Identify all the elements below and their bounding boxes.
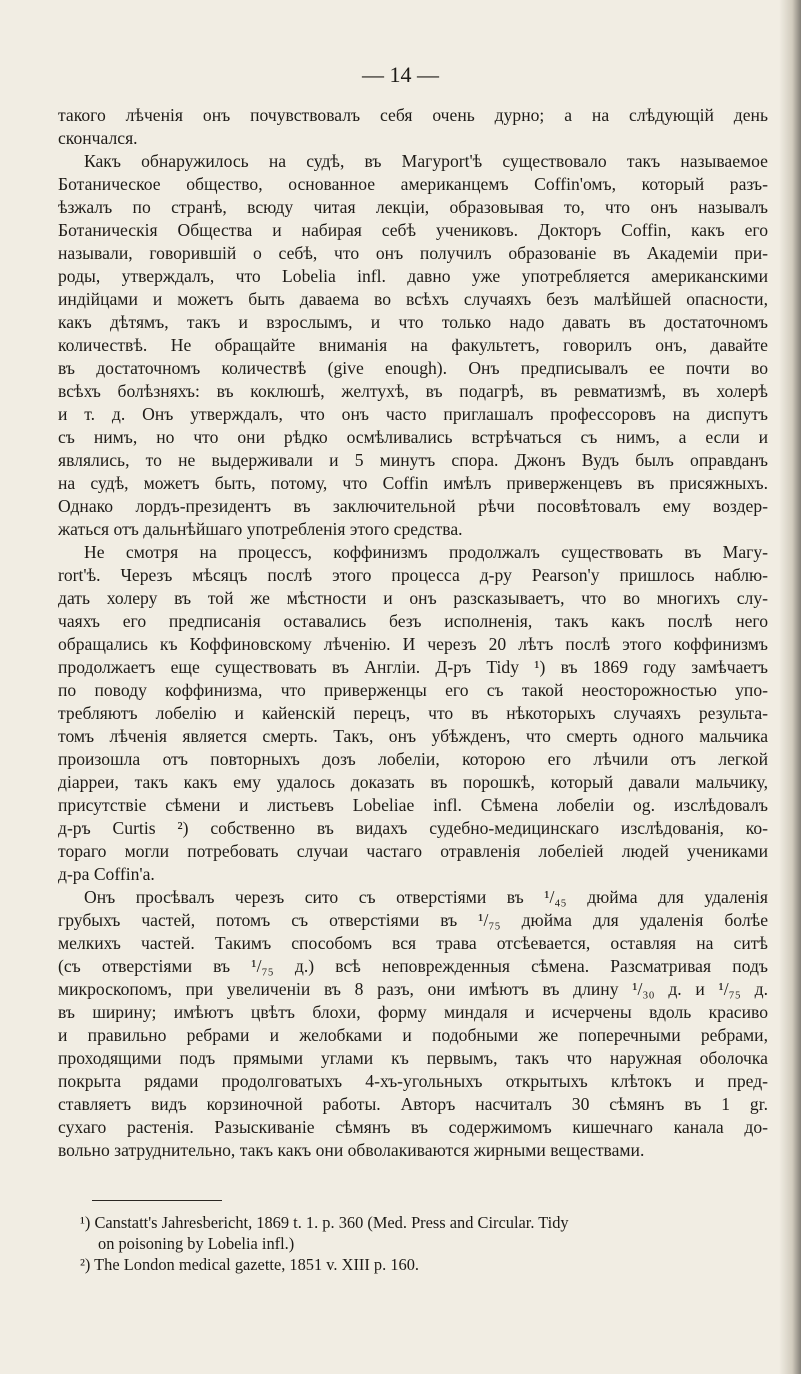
text-line: и правильно ребрами и желобками и подобными же поперечными ребрами, xyxy=(58,1025,768,1045)
text-line: требляютъ лобелію и кайенскій перецъ, что въ нѣкоторыхъ случаяхъ результа- xyxy=(58,703,768,723)
text-line: ставляетъ видъ корзиночной работы. Авторъ насчиталъ 30 сѣмянъ въ 1 gr. xyxy=(58,1094,768,1114)
text-line: роды, утверждалъ, что Lobelia infl. давно уже употребляется американскими xyxy=(58,266,768,286)
footnote-line: ²) The London medical gazette, 1851 v. XIII p. 160. xyxy=(80,1255,420,1274)
text-line: съ нимъ, но что они рѣдко осмѣливались встрѣчаться съ нимъ, а если и xyxy=(58,427,768,447)
text-line: покрыта рядами продолговатыхъ 4-хъ-угольныхъ открытыхъ клѣтокъ и пред- xyxy=(58,1071,768,1091)
text-line: проходящими подъ прямыми углами къ первымъ, такъ что наружная оболочка xyxy=(58,1048,768,1068)
text-line: микроскопомъ, при увеличеніи въ 8 разъ, они имѣютъ въ длину ¹/₃₀ д. и ¹/₇₅ д. xyxy=(58,979,768,999)
footnote-line: on poisoning by Lobelia infl.) xyxy=(98,1234,295,1253)
text-line: всѣхъ болѣзняхъ: въ коклюшѣ, желтухѣ, въ подагрѣ, въ ревматизмѣ, въ холерѣ xyxy=(58,381,768,401)
text-line: такого лѣченія онъ почувствовалъ себя очень дурно; а на слѣдующій день xyxy=(58,105,768,125)
text-line: въ достаточномъ количествѣ (give enough). Онъ предписывалъ ее почти во xyxy=(58,358,768,378)
text-line: діарреи, такъ какъ ему удалось доказать въ порошкѣ, который давали мальчику, xyxy=(58,772,768,792)
text-line: Не смотря на процессъ, коффинизмъ продолжалъ существовать въ Магу- xyxy=(84,542,768,562)
text-line: томъ лѣченія является смерть. Такъ, онъ убѣжденъ, что смерть одного мальчика xyxy=(58,726,768,746)
text-line: произошла отъ повторныхъ дозъ лобеліи, которою его лѣчили отъ легкой xyxy=(58,749,768,769)
text-line: Однако лордъ-президентъ въ заключительной рѣчи посовѣтовалъ ему воздер- xyxy=(58,496,768,516)
text-line: называли, говорившій о себѣ, что онъ получилъ образованіе въ Академіи при- xyxy=(58,243,768,263)
text-line: тораго могли потребовать случаи частаго отравленія лобеліей людей учениками xyxy=(58,841,768,861)
text-line: мелкихъ частей. Такимъ способомъ вся трава отсѣевается, оставляя на ситѣ xyxy=(58,933,768,953)
text-line: индійцами и можетъ быть даваема во всѣхъ случаяхъ безъ малѣйшей опасности, xyxy=(58,289,768,309)
text-line: чаяхъ его предписанія оставались безъ исполненія, такъ какъ послѣ него xyxy=(58,611,768,631)
text-line: Ботаническія Общества и набирая себѣ учениковъ. Докторъ Coffin, какъ его xyxy=(58,220,768,240)
footnote-line: ¹) Canstatt's Jahresbericht, 1869 t. 1. p. 360 (Med. Press and Circular. Tidy xyxy=(80,1213,569,1232)
text-line: (съ отверстіями въ ¹/₇₅ д.) всѣ неповрежденныя сѣмена. Разсматривая подъ xyxy=(58,956,768,976)
text-line: грубыхъ частей, потомъ съ отверстіями въ ¹/₇₅ дюйма для удаленія болѣе xyxy=(58,910,768,930)
text-line: присутствіе сѣмени и листьевъ Lobeliae infl. Сѣмена лобеліи og. изслѣдовалъ xyxy=(58,795,768,815)
text-line: и т. д. Онъ утверждалъ, что онъ часто приглашалъ профессоровъ на диспутъ xyxy=(58,404,768,424)
text-line: д-ръ Curtis ²) собственно въ видахъ судебно-медицинскаго изслѣдованія, ко- xyxy=(58,818,768,838)
text-line: сухаго растенія. Разыскиваніе сѣмянъ въ содержимомъ кишечнаго канала до- xyxy=(58,1117,768,1137)
text-line: Онъ просѣвалъ черезъ сито съ отверстіями въ ¹/₄₅ дюйма для удаленія xyxy=(84,887,768,907)
footnotes xyxy=(80,1212,770,1275)
text-line: Ботаническое общество, основанное американцемъ Coffin'омъ, который разъ- xyxy=(58,174,768,194)
text-line: въ ширину; имѣютъ цвѣтъ блохи, форму миндаля и исчерчены вдоль красиво xyxy=(58,1002,768,1022)
footnote-rule xyxy=(92,1200,222,1201)
page-edge-shadow xyxy=(779,0,801,1374)
body-text xyxy=(58,104,768,1162)
text-line: вольно затруднительно, такъ какъ они обволакиваются жирными веществами. xyxy=(58,1140,645,1160)
text-line: rort'ѣ. Черезъ мѣсяцъ послѣ этого процесса д-ру Pearson'у пришлось наблю- xyxy=(58,565,768,585)
text-line: обращались къ Коффиновскому лѣченію. И черезъ 20 лѣтъ послѣ этого коффинизмъ xyxy=(58,634,768,654)
text-line: жаться отъ дальнѣйшаго употребленія этого средства. xyxy=(58,519,463,539)
text-line: по поводу коффинизма, что приверженцы его съ такой неосторожностью упо- xyxy=(58,680,768,700)
text-line: на судѣ, можетъ быть, потому, что Coffin имѣлъ приверженцевъ въ присяжныхъ. xyxy=(58,473,768,493)
text-line: какъ дѣтямъ, такъ и взрослымъ, и что только надо давать въ достаточномъ xyxy=(58,312,768,332)
text-line: количествѣ. Не обращайте вниманія на факультетъ, говорилъ онъ, давайте xyxy=(58,335,768,355)
text-line: дать холеру въ той же мѣстности и онъ разсказываетъ, что во многихъ слу- xyxy=(58,588,768,608)
text-line: продолжаетъ еще существовать въ Англіи. Д-ръ Tidy ¹) въ 1869 году замѣчаетъ xyxy=(58,657,768,677)
text-line: д-ра Coffin'а. xyxy=(58,864,155,884)
text-line: скончался. xyxy=(58,128,138,148)
text-line: являлись, то не выдерживали и 5 минутъ спора. Джонъ Вудъ былъ оправданъ xyxy=(58,450,768,470)
text-line: Какъ обнаружилось на судѣ, въ Магуроrt'ѣ существовало такъ называемое xyxy=(84,151,768,171)
page-number: — 14 — xyxy=(362,62,439,87)
text-line: ѣзжалъ по странѣ, всюду читая лекціи, образовывая то, что онъ называлъ xyxy=(58,197,768,217)
